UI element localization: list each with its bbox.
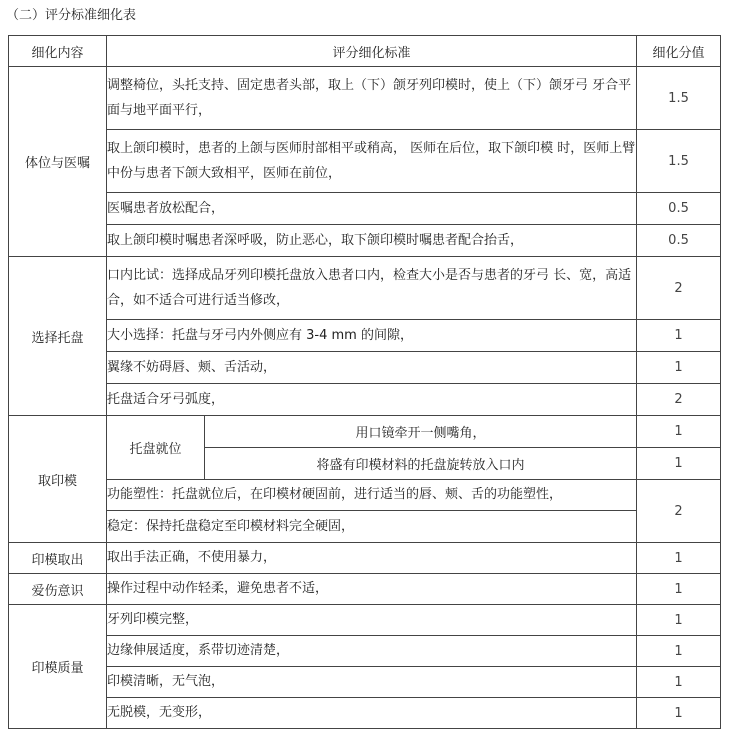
header-score: 细化分值	[637, 36, 721, 67]
score-cell: 1	[637, 605, 721, 636]
table-row	[9, 67, 721, 130]
criteria-cell: 调整椅位，头托支持、固定患者头部，取上（下）颌牙列印模时，使上（下）颌牙弓 牙合平面与地平面平行，	[107, 67, 637, 130]
score-cell: 1.5	[637, 67, 721, 130]
score-cell: 1	[637, 543, 721, 574]
criteria-cell: 取上颌印模时，患者的上颌与医师肘部相平或稍高， 医师在后位，取下颌印模 时，医师上臂中份与患者下颌大致相平，医师在前位，	[107, 130, 637, 193]
table-row	[9, 352, 721, 384]
score-cell: 1	[637, 320, 721, 352]
score-cell: 1	[637, 416, 721, 448]
criteria-cell: 用口镜牵开一侧嘴角，	[205, 416, 637, 448]
table-row	[9, 605, 721, 636]
score-cell: 2	[637, 257, 721, 320]
score-cell: 0.5	[637, 193, 721, 225]
table-row	[9, 543, 721, 574]
criteria-cell: 印模清晰，无气泡，	[107, 667, 637, 698]
header-content: 细化内容	[9, 36, 107, 67]
table-row	[9, 416, 721, 448]
table-row	[9, 257, 721, 320]
criteria-cell: 操作过程中动作轻柔，避免患者不适，	[107, 574, 637, 605]
table-row	[9, 384, 721, 416]
scoring-table	[8, 35, 721, 729]
score-cell: 1	[637, 667, 721, 698]
category-cell: 印模取出	[9, 543, 107, 574]
criteria-cell: 牙列印模完整，	[107, 605, 637, 636]
document-title: （二）评分标准细化表	[6, 8, 137, 23]
score-cell: 2	[637, 480, 721, 543]
table-row	[9, 480, 721, 511]
criteria-cell: 口内比试：选择成品牙列印模托盘放入患者口内，检查大小是否与患者的牙弓 长、宽，高适合，如不适合可进行适当修改，	[107, 257, 637, 320]
table-row	[9, 193, 721, 225]
criteria-cell: 功能塑性：托盘就位后，在印模材硬固前，进行适当的唇、颊、舌的功能塑性，	[107, 480, 637, 511]
table-row	[9, 320, 721, 352]
criteria-cell: 边缘伸展适度，系带切迹清楚，	[107, 636, 637, 667]
score-cell: 0.5	[637, 225, 721, 257]
score-cell: 2	[637, 384, 721, 416]
criteria-cell: 大小选择：托盘与牙弓内外侧应有 3-4 mm 的间隙，	[107, 320, 637, 352]
score-cell: 1	[637, 352, 721, 384]
score-cell: 1	[637, 448, 721, 480]
table-row	[9, 511, 721, 543]
score-cell: 1	[637, 698, 721, 729]
category-cell: 爱伤意识	[9, 574, 107, 605]
score-cell: 1	[637, 574, 721, 605]
criteria-cell: 将盛有印模材料的托盘旋转放入口内	[205, 448, 637, 480]
header-criteria: 评分细化标准	[107, 36, 637, 67]
category-cell: 印模质量	[9, 605, 107, 729]
criteria-cell: 医嘱患者放松配合，	[107, 193, 637, 225]
criteria-cell: 取上颌印模时嘱患者深呼吸，防止恶心，取下颌印模时嘱患者配合抬舌，	[107, 225, 637, 257]
category-cell: 选择托盘	[9, 257, 107, 416]
category-cell: 取印模	[9, 416, 107, 543]
criteria-cell: 取出手法正确，不使用暴力，	[107, 543, 637, 574]
criteria-cell: 稳定：保持托盘稳定至印模材料完全硬固，	[107, 511, 637, 543]
table-row	[9, 225, 721, 257]
criteria-cell: 翼缘不妨碍唇、颊、舌活动，	[107, 352, 637, 384]
table-row	[9, 636, 721, 667]
table-header-row	[9, 36, 721, 67]
criteria-cell: 无脱模，无变形，	[107, 698, 637, 729]
subcategory-cell: 托盘就位	[107, 416, 205, 480]
score-cell: 1.5	[637, 130, 721, 193]
table-row	[9, 574, 721, 605]
score-cell: 1	[637, 636, 721, 667]
table-row	[9, 130, 721, 193]
category-cell: 体位与医嘱	[9, 67, 107, 257]
criteria-cell: 托盘适合牙弓弧度，	[107, 384, 637, 416]
table-row	[9, 667, 721, 698]
table-row	[9, 698, 721, 729]
